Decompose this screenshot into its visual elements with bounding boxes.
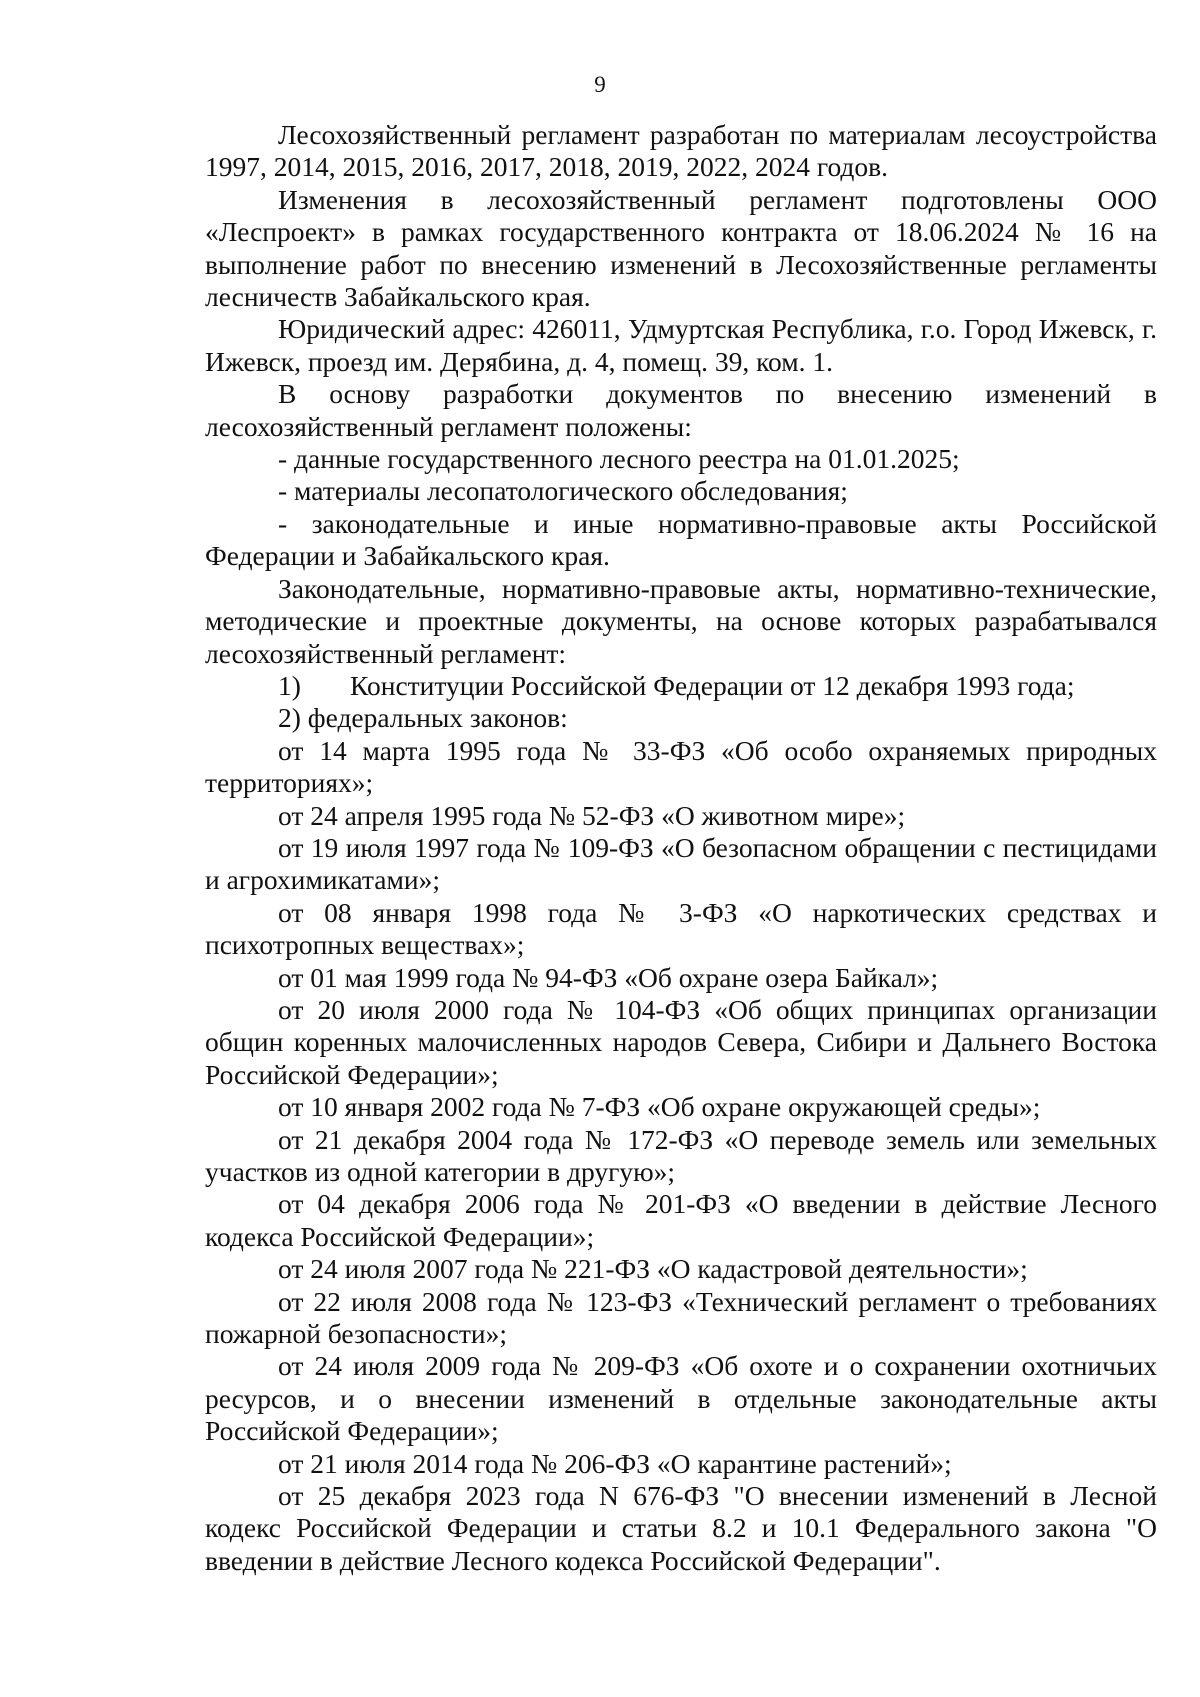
paragraph-documents-list-intro: Законодательные, нормативно-правовые акты, нормативно-технические, методические и проектные документы, на основе которых разрабатывался лесохозяйственный регламент: — [205, 572, 1157, 669]
paragraph-legal-address: Юридический адрес: 426011, Удмуртская Республика, г.о. Город Ижевск, г. Ижевск, проезд им. Дерябина, д. 4, помещ. 39, ком. 1. — [205, 313, 1157, 377]
law-item-104fz: от 20 июля 2000 года № 104-ФЗ «Об общих принципах организации общин коренных малочисленных народов Севера, Сибири и Дальнего Востока Российской Федерации»; — [205, 993, 1157, 1090]
law-item-221fz: от 24 июля 2007 года № 221-ФЗ «О кадастровой деятельности»; — [278, 1253, 1028, 1285]
paragraph-intro: Лесохозяйственный регламент разработан по материалам лесоустройства 1997, 2014, 2015, 2016, 2017, 2018, 2019, 2022, 2024 годов. — [205, 119, 1157, 183]
law-item-201fz: от 04 декабря 2006 года № 201-ФЗ «О введении в действие Лесного кодекса Российской Федерации»; — [205, 1188, 1157, 1252]
basis-item-forest-registry: - данные государственного лесного реестра на 01.01.2025; — [278, 443, 960, 475]
law-item-7fz: от 10 января 2002 года № 7-ФЗ «Об охране окружающей среды»; — [278, 1091, 1041, 1123]
law-item-206fz: от 21 июля 2014 года № 206-ФЗ «О карантине растений»; — [278, 1447, 952, 1479]
basis-item-legal-acts: - законодательные и иные нормативно-правовые акты Российской Федерации и Забайкальского края. — [205, 507, 1157, 572]
law-item-209fz: от 24 июля 2009 года № 209-ФЗ «Об охоте и о сохранении охотничьих ресурсов, и о внесении изменений в отдельные законодательные акты Российской Федерации»; — [205, 1350, 1157, 1447]
federal-laws-heading: 2) федеральных законов: — [278, 702, 568, 734]
page-number: 9 — [594, 72, 606, 97]
list-item-number: 1) — [278, 669, 301, 701]
law-item-94fz: от 01 мая 1999 года № 94-ФЗ «Об охране озера Байкал»; — [278, 961, 939, 993]
law-item-109fz: от 19 июля 1997 года № 109-ФЗ «О безопасном обращении с пестицидами и агрохимикатами»; — [205, 831, 1157, 896]
law-item-676fz: от 25 декабря 2023 года N 676-ФЗ "О внесении изменений в Лесной кодекс Российской Федерации и статьи 8.2 и 10.1 Федерального закона "О введении в действие Лесного кодекса Российской Федерации". — [205, 1480, 1157, 1576]
paragraph-changes: Изменения в лесохозяйственный регламент подготовлены ООО «Леспроект» в рамках государственного контракта от 18.06.2024 № 16 на выполнение работ по внесению изменений в Лесохозяйственные регламенты лесничеств Забайкальского края. — [205, 183, 1157, 313]
document-body — [205, 119, 1157, 1577]
paragraph-basis: В основу разработки документов по внесению изменений в лесохозяйственный регламент положены: — [205, 378, 1157, 442]
law-item-172fz: от 21 декабря 2004 года № 172-ФЗ «О переводе земель или земельных участков из одной категории в другую»; — [205, 1123, 1157, 1187]
law-item-3fz: от 08 января 1998 года № 3-ФЗ «О наркотических средствах и психотропных веществах»; — [205, 896, 1157, 961]
list-item-text: Конституции Российской Федерации от 12 декабря 1993 года; — [350, 669, 1075, 701]
law-item-52fz: от 24 апреля 1995 года № 52-ФЗ «О животном мире»; — [278, 799, 906, 831]
law-item-33fz: от 14 марта 1995 года № 33-ФЗ «Об особо охраняемых природных территориях»; — [205, 734, 1157, 799]
law-item-123fz: от 22 июля 2008 года № 123-ФЗ «Технический регламент о требованиях пожарной безопасности»; — [205, 1285, 1157, 1350]
list-item-constitution — [205, 670, 1157, 702]
basis-item-pathology-survey: - материалы лесопатологического обследования; — [278, 475, 848, 507]
